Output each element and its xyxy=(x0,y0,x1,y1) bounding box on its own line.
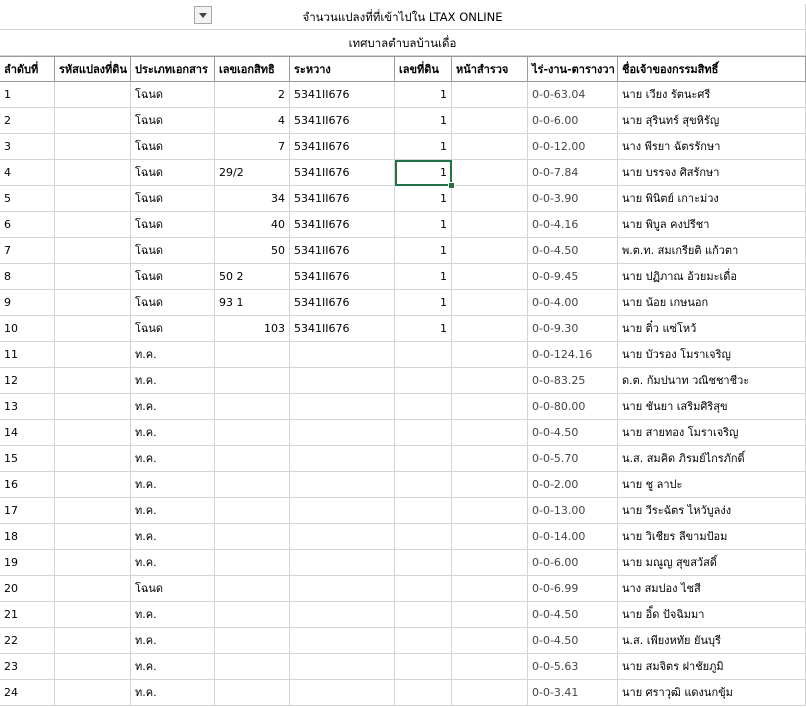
col-no-cell[interactable]: 24 xyxy=(0,680,55,706)
col-parcel-code-cell[interactable] xyxy=(55,82,131,108)
col-no-cell[interactable]: 20 xyxy=(0,576,55,602)
col-area-cell[interactable]: 0-0-4.50 xyxy=(528,238,618,264)
col-land-no-cell[interactable]: 1 xyxy=(395,290,452,316)
col-no-cell[interactable]: 15 xyxy=(0,446,55,472)
col-between-cell[interactable] xyxy=(290,420,395,446)
col-doc-type-cell[interactable]: ท.ค. xyxy=(131,394,215,420)
col-doc-type-cell[interactable]: โฉนด xyxy=(131,134,215,160)
col-survey-page-cell[interactable] xyxy=(452,212,528,238)
col-land-no-cell[interactable] xyxy=(395,420,452,446)
col-land-no-cell[interactable] xyxy=(395,576,452,602)
col-parcel-code-cell[interactable] xyxy=(55,472,131,498)
col-area-cell[interactable]: 0-0-80.00 xyxy=(528,394,618,420)
col-between-cell[interactable] xyxy=(290,498,395,524)
col-land-no-cell[interactable] xyxy=(395,498,452,524)
header-col-survey-page[interactable]: หน้าสำรวจ xyxy=(452,56,528,82)
col-parcel-code-cell[interactable] xyxy=(55,654,131,680)
col-owner-cell[interactable]: พ.ต.ท. สมเกรียติ แก้วตา xyxy=(618,238,806,264)
col-between-cell[interactable] xyxy=(290,680,395,706)
col-parcel-code-cell[interactable] xyxy=(55,446,131,472)
col-parcel-code-cell[interactable] xyxy=(55,394,131,420)
col-doc-no-cell[interactable] xyxy=(215,654,290,680)
col-doc-type-cell[interactable]: โฉนด xyxy=(131,290,215,316)
col-between-cell[interactable]: 5341II676 xyxy=(290,290,395,316)
table-row xyxy=(0,264,806,290)
col-area-cell[interactable]: 0-0-6.00 xyxy=(528,108,618,134)
col-survey-page-cell[interactable] xyxy=(452,368,528,394)
col-no-cell[interactable]: 4 xyxy=(0,160,55,186)
col-owner-cell[interactable]: นาย อิ็ด ปัจฉิมมา xyxy=(618,602,806,628)
col-area-cell[interactable]: 0-0-7.84 xyxy=(528,160,618,186)
col-survey-page-cell[interactable] xyxy=(452,264,528,290)
col-land-no-cell[interactable] xyxy=(395,654,452,680)
col-doc-type-cell[interactable]: ท.ค. xyxy=(131,472,215,498)
table-row xyxy=(0,602,806,628)
col-owner-cell[interactable]: นาย มณูญ สุขสวัสดิ์ xyxy=(618,550,806,576)
col-no-cell[interactable]: 11 xyxy=(0,342,55,368)
table-row xyxy=(0,498,806,524)
col-survey-page-cell[interactable] xyxy=(452,550,528,576)
header-col-owner[interactable]: ชื่อเจ้าของกรรมสิทธิ์ xyxy=(618,56,806,82)
col-survey-page-cell[interactable] xyxy=(452,82,528,108)
col-area-cell[interactable]: 0-0-83.25 xyxy=(528,368,618,394)
col-owner-cell[interactable]: นาง สมปอง ไชสี xyxy=(618,576,806,602)
col-doc-type-cell[interactable]: โฉนด xyxy=(131,160,215,186)
table-row xyxy=(0,524,806,550)
col-between-cell[interactable]: 5341II676 xyxy=(290,160,395,186)
table-row xyxy=(0,420,806,446)
table-row xyxy=(0,472,806,498)
col-parcel-code-cell[interactable] xyxy=(55,290,131,316)
col-between-cell[interactable] xyxy=(290,524,395,550)
col-no-cell[interactable]: 18 xyxy=(0,524,55,550)
table-row xyxy=(0,290,806,316)
col-no-cell[interactable]: 22 xyxy=(0,628,55,654)
col-between-cell[interactable] xyxy=(290,472,395,498)
table-row xyxy=(0,446,806,472)
table-row xyxy=(0,576,806,602)
col-doc-no-cell[interactable] xyxy=(215,472,290,498)
col-doc-no-cell[interactable] xyxy=(215,446,290,472)
col-area-cell[interactable]: 0-0-6.00 xyxy=(528,550,618,576)
col-area-cell[interactable]: 0-0-4.16 xyxy=(528,212,618,238)
table-row xyxy=(0,628,806,654)
table-row xyxy=(0,186,806,212)
col-survey-page-cell[interactable] xyxy=(452,238,528,264)
col-doc-type-cell[interactable]: โฉนด xyxy=(131,316,215,342)
col-owner-cell[interactable]: น.ส. สมคิด ภิรมย์ไกรภักดิ์ xyxy=(618,446,806,472)
col-owner-cell[interactable]: นาย น้อย เกษนอก xyxy=(618,290,806,316)
col-survey-page-cell[interactable] xyxy=(452,472,528,498)
col-doc-type-cell[interactable]: โฉนด xyxy=(131,576,215,602)
col-doc-type-cell[interactable]: โฉนด xyxy=(131,238,215,264)
col-doc-type-cell[interactable]: ท.ค. xyxy=(131,680,215,706)
col-doc-type-cell[interactable]: ท.ค. xyxy=(131,628,215,654)
header-col-doc-type[interactable]: ประเภทเอกสาร xyxy=(131,56,215,82)
col-land-no-cell[interactable] xyxy=(395,394,452,420)
col-land-no-cell[interactable] xyxy=(395,472,452,498)
col-parcel-code-cell[interactable] xyxy=(55,264,131,290)
col-no-cell[interactable]: 23 xyxy=(0,654,55,680)
col-doc-type-cell[interactable]: โฉนด xyxy=(131,212,215,238)
col-parcel-code-cell[interactable] xyxy=(55,160,131,186)
col-land-no-cell[interactable] xyxy=(395,628,452,654)
col-land-no-cell[interactable]: 1 xyxy=(395,238,452,264)
header-row xyxy=(0,56,806,82)
header-col-land-no[interactable]: เลขที่ดิน xyxy=(395,56,452,82)
col-no-cell[interactable]: 2 xyxy=(0,108,55,134)
col-area-cell[interactable]: 0-0-2.00 xyxy=(528,472,618,498)
col-survey-page-cell[interactable] xyxy=(452,654,528,680)
col-land-no-cell[interactable]: 1 xyxy=(395,264,452,290)
col-no-cell[interactable]: 12 xyxy=(0,368,55,394)
col-parcel-code-cell[interactable] xyxy=(55,186,131,212)
col-doc-type-cell[interactable]: ท.ค. xyxy=(131,524,215,550)
col-owner-cell[interactable]: นาย สายทอง โมราเจริญ xyxy=(618,420,806,446)
col-between-cell[interactable]: 5341II676 xyxy=(290,264,395,290)
col-parcel-code-cell[interactable] xyxy=(55,550,131,576)
col-between-cell[interactable] xyxy=(290,446,395,472)
col-land-no-cell[interactable]: 1 xyxy=(395,134,452,160)
fill-handle[interactable] xyxy=(448,182,455,189)
col-survey-page-cell[interactable] xyxy=(452,420,528,446)
col-parcel-code-cell[interactable] xyxy=(55,680,131,706)
col-no-cell[interactable]: 13 xyxy=(0,394,55,420)
col-no-cell[interactable]: 3 xyxy=(0,134,55,160)
col-owner-cell[interactable]: นาย วีระฉัตร ไหวับูลง่ง xyxy=(618,498,806,524)
col-area-cell[interactable]: 0-0-124.16 xyxy=(528,342,618,368)
col-no-cell[interactable]: 5 xyxy=(0,186,55,212)
col-doc-type-cell[interactable]: ท.ค. xyxy=(131,342,215,368)
col-no-cell[interactable]: 19 xyxy=(0,550,55,576)
col-between-cell[interactable]: 5341II676 xyxy=(290,186,395,212)
sheet-title[interactable]: จำนวนแปลงที่ที่เข้าไปใน LTAX ONLINE xyxy=(0,4,806,30)
col-doc-no-cell[interactable]: 93 1 xyxy=(215,290,290,316)
col-doc-no-cell[interactable] xyxy=(215,498,290,524)
col-no-cell[interactable]: 14 xyxy=(0,420,55,446)
col-between-cell[interactable]: 5341II676 xyxy=(290,316,395,342)
col-between-cell[interactable] xyxy=(290,394,395,420)
col-doc-no-cell[interactable] xyxy=(215,680,290,706)
col-no-cell[interactable]: 10 xyxy=(0,316,55,342)
col-owner-cell[interactable]: นาง พีรยา ฉัตรรักษา xyxy=(618,134,806,160)
table-row xyxy=(0,680,806,706)
table-row xyxy=(0,82,806,108)
col-between-cell[interactable] xyxy=(290,628,395,654)
col-between-cell[interactable]: 5341II676 xyxy=(290,212,395,238)
col-survey-page-cell[interactable] xyxy=(452,108,528,134)
title-row xyxy=(0,4,806,30)
col-owner-cell[interactable]: นาย ติ๋ว แซ่โหว้ xyxy=(618,316,806,342)
col-survey-page-cell[interactable] xyxy=(452,316,528,342)
col-no-cell[interactable]: 8 xyxy=(0,264,55,290)
col-doc-no-cell[interactable]: 34 xyxy=(215,186,290,212)
col-between-cell[interactable] xyxy=(290,342,395,368)
col-area-cell[interactable]: 0-0-6.99 xyxy=(528,576,618,602)
col-survey-page-cell[interactable] xyxy=(452,524,528,550)
col-survey-page-cell[interactable] xyxy=(452,394,528,420)
col-doc-no-cell[interactable] xyxy=(215,368,290,394)
col-area-cell[interactable]: 0-0-3.90 xyxy=(528,186,618,212)
col-doc-no-cell[interactable] xyxy=(215,394,290,420)
col-owner-cell[interactable]: นาย เวียง รัตนะศรี xyxy=(618,82,806,108)
col-doc-no-cell[interactable] xyxy=(215,550,290,576)
col-owner-cell[interactable]: น.ส. เพียงหทัย ยันบุรี xyxy=(618,628,806,654)
table-row xyxy=(0,160,806,186)
table-row xyxy=(0,238,806,264)
col-doc-type-cell[interactable]: ท.ค. xyxy=(131,654,215,680)
table-row xyxy=(0,654,806,680)
col-parcel-code-cell[interactable] xyxy=(55,134,131,160)
col-land-no-cell[interactable]: 1 xyxy=(395,186,452,212)
col-no-cell[interactable]: 17 xyxy=(0,498,55,524)
col-doc-no-cell[interactable] xyxy=(215,628,290,654)
col-owner-cell[interactable]: นาย สมจิตร ฝาชัยภูมิ xyxy=(618,654,806,680)
header-col-no[interactable]: ลำดับที่ xyxy=(0,56,55,82)
col-land-no-cell[interactable] xyxy=(395,368,452,394)
col-owner-cell[interactable]: นาย พิบูล คงปรีชา xyxy=(618,212,806,238)
col-no-cell[interactable]: 6 xyxy=(0,212,55,238)
col-area-cell[interactable]: 0-0-13.00 xyxy=(528,498,618,524)
col-doc-no-cell[interactable]: 4 xyxy=(215,108,290,134)
col-doc-no-cell[interactable]: 50 2 xyxy=(215,264,290,290)
selected-cell[interactable]: 1 xyxy=(395,160,452,186)
col-doc-no-cell[interactable] xyxy=(215,342,290,368)
col-doc-no-cell[interactable] xyxy=(215,420,290,446)
col-between-cell[interactable]: 5341II676 xyxy=(290,108,395,134)
table-row xyxy=(0,550,806,576)
col-parcel-code-cell[interactable] xyxy=(55,212,131,238)
col-survey-page-cell[interactable] xyxy=(452,446,528,472)
chevron-down-icon xyxy=(199,13,207,18)
col-survey-page-cell[interactable] xyxy=(452,134,528,160)
filter-dropdown[interactable] xyxy=(194,6,212,24)
col-owner-cell[interactable]: นาย บรรจง ศิสรักษา xyxy=(618,160,806,186)
table-row xyxy=(0,316,806,342)
col-doc-type-cell[interactable]: โฉนด xyxy=(131,186,215,212)
col-parcel-code-cell[interactable] xyxy=(55,420,131,446)
col-owner-cell[interactable]: นาย วิเชียร ลีขามป้อม xyxy=(618,524,806,550)
col-between-cell[interactable] xyxy=(290,576,395,602)
col-land-no-cell[interactable]: 1 xyxy=(395,82,452,108)
col-area-cell[interactable]: 0-0-4.50 xyxy=(528,420,618,446)
col-land-no-cell[interactable]: 1 xyxy=(395,316,452,342)
col-doc-no-cell[interactable]: 29/2 xyxy=(215,160,290,186)
col-doc-no-cell[interactable]: 50 xyxy=(215,238,290,264)
col-area-cell[interactable]: 0-0-4.00 xyxy=(528,290,618,316)
col-owner-cell[interactable]: นาย ศราวุฒิ แดงนกขุ้ม xyxy=(618,680,806,706)
sheet-subtitle[interactable]: เทศบาลตำบลบ้านเดื่อ xyxy=(0,30,806,56)
col-area-cell[interactable]: 0-0-4.50 xyxy=(528,602,618,628)
col-land-no-cell[interactable] xyxy=(395,342,452,368)
col-area-cell[interactable]: 0-0-12.00 xyxy=(528,134,618,160)
table-row xyxy=(0,108,806,134)
col-survey-page-cell[interactable] xyxy=(452,602,528,628)
col-parcel-code-cell[interactable] xyxy=(55,524,131,550)
col-land-no-cell[interactable] xyxy=(395,602,452,628)
col-doc-type-cell[interactable]: ท.ค. xyxy=(131,602,215,628)
col-survey-page-cell[interactable] xyxy=(452,342,528,368)
col-area-cell[interactable]: 0-0-14.00 xyxy=(528,524,618,550)
col-doc-type-cell[interactable]: ท.ค. xyxy=(131,368,215,394)
table-row xyxy=(0,134,806,160)
col-doc-type-cell[interactable]: ท.ค. xyxy=(131,446,215,472)
col-area-cell[interactable]: 0-0-5.70 xyxy=(528,446,618,472)
table-row xyxy=(0,394,806,420)
col-between-cell[interactable] xyxy=(290,654,395,680)
col-owner-cell[interactable]: นาย ชู ลาปะ xyxy=(618,472,806,498)
col-parcel-code-cell[interactable] xyxy=(55,108,131,134)
col-area-cell[interactable]: 0-0-63.04 xyxy=(528,82,618,108)
col-area-cell[interactable]: 0-0-9.30 xyxy=(528,316,618,342)
col-no-cell[interactable]: 1 xyxy=(0,82,55,108)
col-between-cell[interactable]: 5341II676 xyxy=(290,134,395,160)
col-doc-no-cell[interactable]: 103 xyxy=(215,316,290,342)
header-col-doc-no[interactable]: เลขเอกสิทธิ xyxy=(215,56,290,82)
col-doc-type-cell[interactable]: โฉนด xyxy=(131,108,215,134)
col-parcel-code-cell[interactable] xyxy=(55,498,131,524)
col-doc-type-cell[interactable]: โฉนด xyxy=(131,264,215,290)
col-land-no-cell[interactable] xyxy=(395,550,452,576)
table-row xyxy=(0,342,806,368)
col-between-cell[interactable] xyxy=(290,602,395,628)
col-parcel-code-cell[interactable] xyxy=(55,316,131,342)
col-between-cell[interactable]: 5341II676 xyxy=(290,238,395,264)
col-land-no-cell[interactable] xyxy=(395,680,452,706)
col-area-cell[interactable]: 0-0-5.63 xyxy=(528,654,618,680)
header-col-parcel-code[interactable]: รหัสแปลงที่ดิน xyxy=(55,56,131,82)
col-doc-no-cell[interactable] xyxy=(215,524,290,550)
col-survey-page-cell[interactable] xyxy=(452,186,528,212)
col-survey-page-cell[interactable] xyxy=(452,498,528,524)
col-owner-cell[interactable]: นาย ชันยา เสริมศิริสุข xyxy=(618,394,806,420)
col-parcel-code-cell[interactable] xyxy=(55,628,131,654)
col-doc-no-cell[interactable]: 7 xyxy=(215,134,290,160)
col-survey-page-cell[interactable] xyxy=(452,628,528,654)
table-row xyxy=(0,212,806,238)
col-area-cell[interactable]: 0-0-3.41 xyxy=(528,680,618,706)
col-no-cell[interactable]: 16 xyxy=(0,472,55,498)
col-doc-type-cell[interactable]: ท.ค. xyxy=(131,498,215,524)
col-owner-cell[interactable]: นาย บัวรอง โมราเจริญ xyxy=(618,342,806,368)
col-doc-no-cell[interactable]: 2 xyxy=(215,82,290,108)
col-survey-page-cell[interactable] xyxy=(452,160,528,186)
header-col-between[interactable]: ระหวาง xyxy=(290,56,395,82)
col-doc-type-cell[interactable]: ท.ค. xyxy=(131,550,215,576)
col-parcel-code-cell[interactable] xyxy=(55,368,131,394)
col-area-cell[interactable]: 0-0-9.45 xyxy=(528,264,618,290)
col-survey-page-cell[interactable] xyxy=(452,290,528,316)
col-owner-cell[interactable]: นาย พินิตย์ เกาะม่วง xyxy=(618,186,806,212)
header-col-area[interactable]: ไร่-งาน-ตารางวา xyxy=(528,56,618,82)
col-parcel-code-cell[interactable] xyxy=(55,238,131,264)
col-land-no-cell[interactable]: 1 xyxy=(395,108,452,134)
col-between-cell[interactable]: 5341II676 xyxy=(290,82,395,108)
col-doc-type-cell[interactable]: โฉนด xyxy=(131,82,215,108)
col-survey-page-cell[interactable] xyxy=(452,576,528,602)
col-land-no-cell[interactable] xyxy=(395,524,452,550)
col-doc-no-cell[interactable] xyxy=(215,576,290,602)
col-no-cell[interactable]: 7 xyxy=(0,238,55,264)
col-land-no-cell[interactable] xyxy=(395,446,452,472)
col-owner-cell[interactable]: นาย ปฏิภาณ อ้วยมะเดื่อ xyxy=(618,264,806,290)
col-no-cell[interactable]: 9 xyxy=(0,290,55,316)
col-between-cell[interactable] xyxy=(290,368,395,394)
col-parcel-code-cell[interactable] xyxy=(55,602,131,628)
col-owner-cell[interactable]: นาย สุรินทร์ สุขหิรัญ xyxy=(618,108,806,134)
col-parcel-code-cell[interactable] xyxy=(55,576,131,602)
col-survey-page-cell[interactable] xyxy=(452,680,528,706)
col-owner-cell[interactable]: ด.ต. กัมปนาท วณิชชาชีวะ xyxy=(618,368,806,394)
col-doc-no-cell[interactable]: 40 xyxy=(215,212,290,238)
subtitle-row xyxy=(0,30,806,56)
col-between-cell[interactable] xyxy=(290,550,395,576)
col-area-cell[interactable]: 0-0-4.50 xyxy=(528,628,618,654)
col-doc-type-cell[interactable]: ท.ค. xyxy=(131,420,215,446)
table-row xyxy=(0,368,806,394)
col-doc-no-cell[interactable] xyxy=(215,602,290,628)
col-parcel-code-cell[interactable] xyxy=(55,342,131,368)
col-no-cell[interactable]: 21 xyxy=(0,602,55,628)
col-land-no-cell[interactable]: 1 xyxy=(395,212,452,238)
